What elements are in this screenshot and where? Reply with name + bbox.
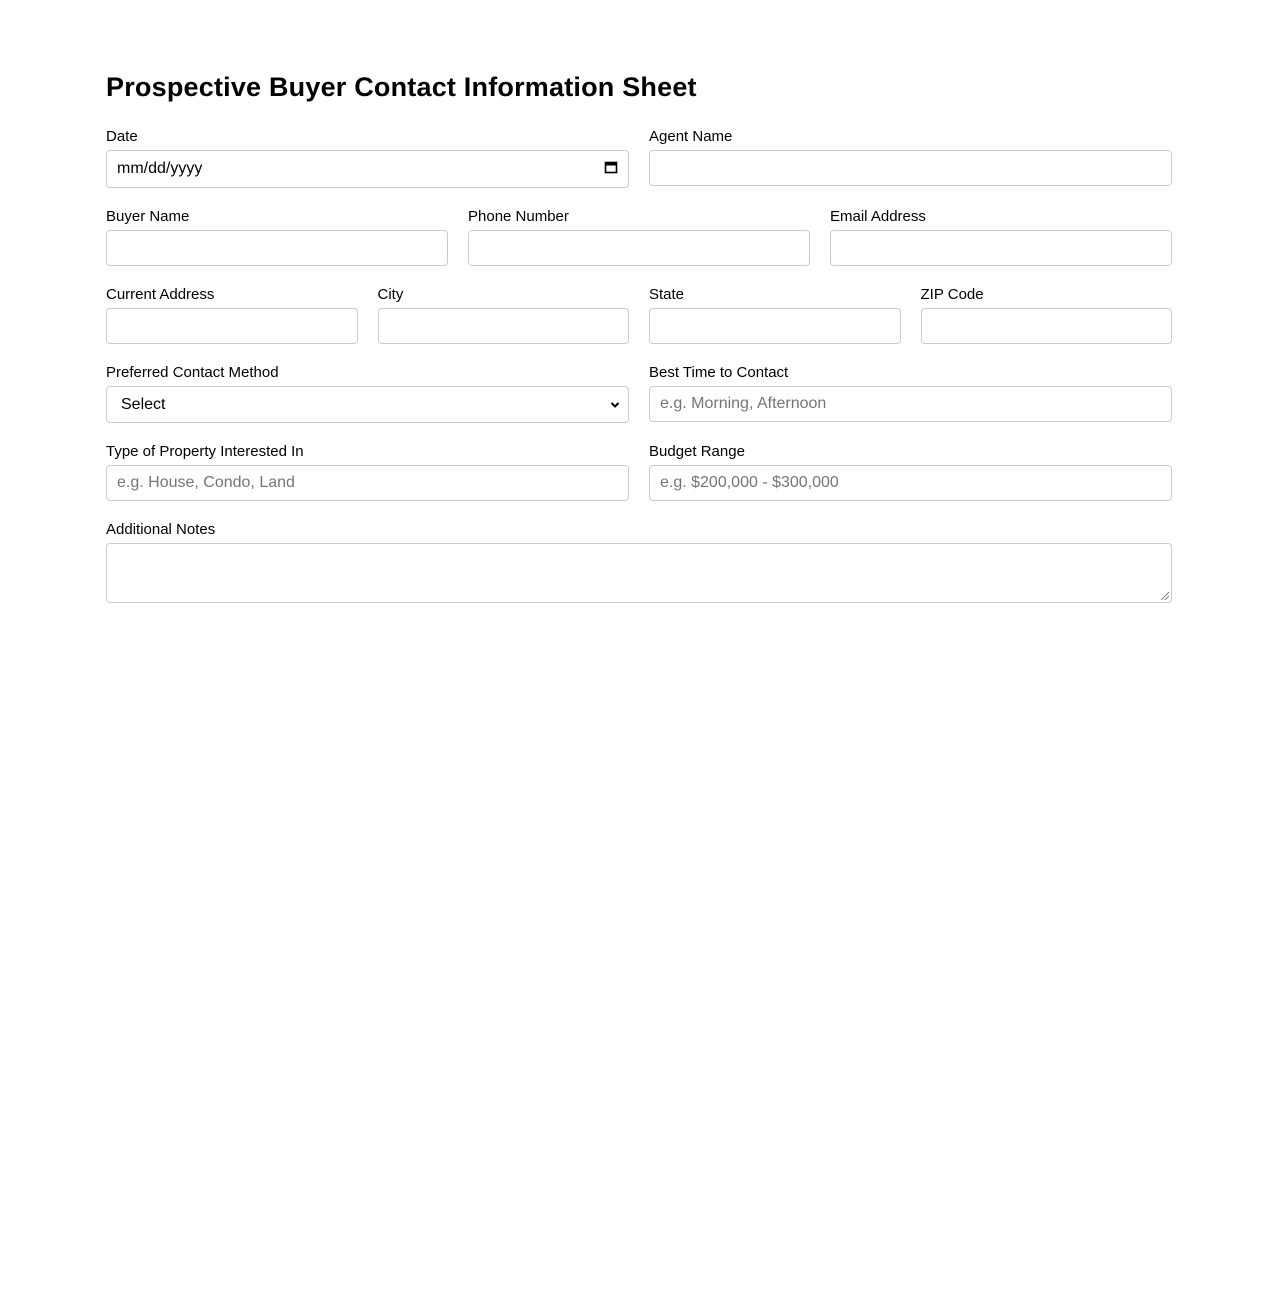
email-field bbox=[830, 208, 1172, 266]
buyer-name-field bbox=[106, 208, 448, 266]
date-value: mm/dd/yyyy bbox=[117, 160, 203, 177]
property-type-field bbox=[106, 443, 629, 501]
phone-input[interactable] bbox=[468, 230, 810, 266]
resize-handle-icon[interactable] bbox=[1161, 592, 1169, 600]
city-field bbox=[378, 286, 630, 344]
best-time-label: Best Time to Contact bbox=[649, 364, 789, 381]
address-input[interactable] bbox=[106, 308, 358, 344]
buyer-name-input[interactable] bbox=[106, 230, 448, 266]
state-input[interactable] bbox=[649, 308, 901, 344]
notes-field bbox=[106, 521, 1172, 603]
agent-name-field bbox=[649, 128, 1172, 188]
contact-method-label: Preferred Contact Method bbox=[106, 364, 279, 381]
page-title: Prospective Buyer Contact Information Sheet bbox=[106, 72, 697, 102]
best-time-field bbox=[649, 364, 1172, 423]
state-field bbox=[649, 286, 901, 344]
notes-textarea[interactable] bbox=[106, 543, 1172, 603]
contact-method-select[interactable] bbox=[106, 386, 629, 423]
address-label: Current Address bbox=[106, 286, 215, 303]
budget-field bbox=[649, 443, 1172, 501]
zip-field bbox=[921, 286, 1173, 344]
notes-label: Additional Notes bbox=[106, 521, 216, 538]
chevron-down-icon bbox=[610, 396, 620, 414]
budget-label: Budget Range bbox=[649, 443, 745, 460]
contact-method-field bbox=[106, 364, 629, 423]
budget-input[interactable]: e.g. $200,000 - $300,000 bbox=[649, 465, 1172, 501]
date-label: Date bbox=[106, 128, 138, 145]
date-input[interactable] bbox=[106, 150, 629, 188]
best-time-input[interactable]: e.g. Morning, Afternoon bbox=[649, 386, 1172, 422]
agent-name-input[interactable] bbox=[649, 150, 1172, 186]
contact-method-value: Select bbox=[121, 395, 166, 413]
address-field bbox=[106, 286, 358, 344]
date-field bbox=[106, 128, 629, 188]
city-input[interactable] bbox=[378, 308, 630, 344]
property-type-label: Type of Property Interested In bbox=[106, 443, 304, 460]
phone-label: Phone Number bbox=[468, 208, 569, 225]
calendar-icon[interactable] bbox=[604, 160, 618, 179]
email-label: Email Address bbox=[830, 208, 926, 225]
state-label: State bbox=[649, 286, 685, 303]
email-input[interactable] bbox=[830, 230, 1172, 266]
property-type-input[interactable]: e.g. House, Condo, Land bbox=[106, 465, 629, 501]
phone-field bbox=[468, 208, 810, 266]
agent-name-label: Agent Name bbox=[649, 128, 733, 145]
zip-label: ZIP Code bbox=[920, 286, 984, 303]
buyer-name-label: Buyer Name bbox=[106, 208, 190, 225]
zip-input[interactable] bbox=[921, 308, 1173, 344]
city-label: City bbox=[377, 286, 404, 303]
